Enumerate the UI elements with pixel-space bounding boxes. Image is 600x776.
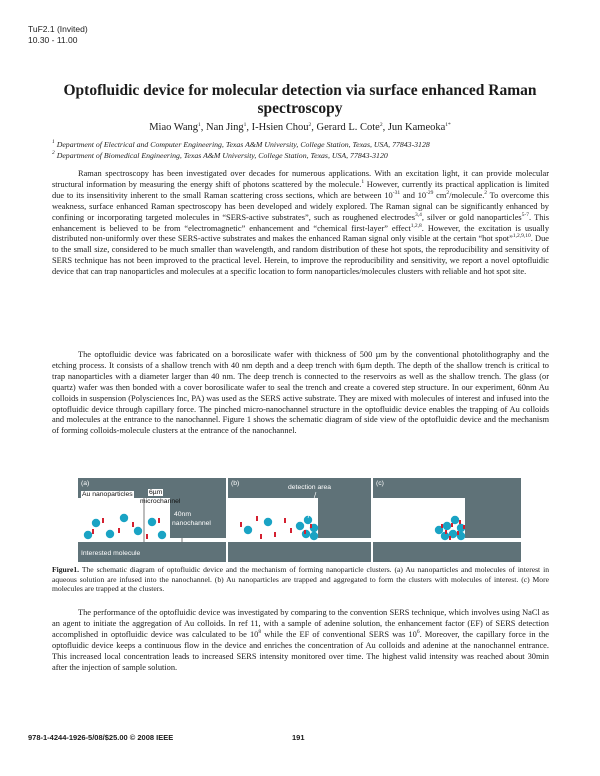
citation-superscript: 1,2,8	[410, 222, 422, 229]
paragraph-text: The optofluidic device was fabricated on a borosilicate wafer with thickness of 500 µm by the conventional photolithography and the etching process. It consists of a shallow trench with 40 nm depth and a deep trench with 6µm depth. The depth of the shallow trench is critical to trap nanoparticles with a diameter larger than 40 nm. The deep trench is connected to the reservoirs as well as the shallow trench. The glass (or quartz) wafer was then bonded with a cover borosilicate wafer to seal the trench and create a covered step structure. In our experiment, 60nm Au colloids in suspension (Polysciences Inc, PA) was used as the SERS active substrate. They are mixed with molecules of interest and infused into the optofluidic device through capillary force. The pinched micro-nanochannel structure in the optofluidic device enables the trapping of Au colloids and molecules at the entrance to the nanochannel. Figure 1 shows the schematic diagram of side view of the optofluidic device and the mechanism of forming colloids-molecule clusters at the entrance of the nanochannel.	[52, 350, 549, 436]
caption-label: Figure1.	[52, 565, 80, 574]
session-id: TuF2.1 (Invited)	[28, 24, 88, 34]
paragraph-1	[52, 169, 549, 278]
affiliations	[52, 140, 552, 161]
citation-superscript: 8	[258, 628, 262, 635]
nanochannel-wall	[318, 498, 371, 538]
au-nanoparticle-cluster	[244, 516, 318, 540]
isbn-footer: 978-1-4244-1926-5/08/$25.00 © 2008 IEEE	[28, 733, 174, 742]
citation-superscript: 1	[361, 178, 365, 185]
citation-superscript: -31	[392, 189, 401, 196]
citation-superscript: 3,4	[415, 211, 422, 218]
channel-bottom-wall	[373, 542, 521, 562]
label-nanochannel: nanochannel	[172, 520, 211, 527]
au-nanoparticles	[84, 514, 166, 539]
author-name: I-Hsien Chou	[251, 122, 309, 133]
session-header	[28, 24, 88, 46]
author-name: Jun Kameoka	[387, 122, 446, 133]
author-name: Nan Jing	[206, 122, 244, 133]
author-name: Gerard L. Cote	[316, 122, 380, 133]
affiliation-line: $^2$ Department of Biomedical Engineering, Texas A&M University, College Station, Texas, USA, 77843-3120	[52, 149, 388, 160]
paper-title: Optofluidic device for molecular detection via surface enhanced Raman spectroscopy	[63, 82, 537, 117]
label-au-nanoparticles: Au nanoparticles	[82, 491, 133, 498]
paragraph-text: Raman spectroscopy has been investigated over decades for numerous applications. With an excitation light, it can provide molecular structural information by measuring the energy shift of photons scattered by the molecule.$^1$ However, currently its practical application is limited due to its insensitivity inherent to the small Raman scattering cross sections, which are between $10^{-31}$ and $10^{-29}$ $cm^2/molecule.^2$ To overcome this weakness, surface enhanced Raman spectroscopy has been developed and widely explored. The Raman signal can be significantly enhanced by confining or incorporating targeted molecules in “SERS-active substrates”, such as roughened electrodes$^{3,4}$, silver or gold nanoparticles$^{5-7}$. This enhancement is believed to be from “electromagnetic” enhancement and “chemical first-layer” effect$^{1,2,8}$. However, the excitation is usually distributed non-uniformly over these SERS-active substrates and makes the enhanced Raman signal only visible at the certain “hot spot”$^{1,2,9,10}$. Due to the small size, considered to be much smaller than wavelength, and random distribution of these hot spots, the reproducibility and sensitivity of SERS technique has not been improved to the practical level. Herein, to improve the reproducibility and sensitivity, we report a novel optofluidic device that can trap nanoparticles and molecules at a specific location to form nanoparticles/molecules clusters with reliable and hot spot site.	[52, 169, 550, 277]
label-microchannel-depth: 6µm	[149, 489, 163, 496]
paragraph-3	[52, 608, 549, 673]
panel-label-a: (a)	[81, 480, 90, 487]
citation-superscript: 2	[484, 189, 488, 196]
author-name: Miao Wang	[149, 122, 199, 133]
author-list: Miao Wang$^1$, Nan Jing$^1$, I-Hsien Chou$^2$, Gerard L. Cote$^2$, Jun Kameoka$^{1*}$	[149, 122, 451, 133]
label-detection-area: detection area	[288, 484, 332, 491]
citation-superscript: -29	[426, 189, 434, 196]
caption-text: The schematic diagram of optofluidic device and the mechanism of forming nanoparticle clusters. (a) Au nanoparticles and molecules of interest in aqueous solution are infused into the nanochannel. (b) Au nanoparticles are trapped and aggregated to form the clusters with molecules of interest. (c) More molecules are trapped at the clusters.	[52, 565, 549, 594]
channel-bottom-wall	[228, 542, 371, 562]
panel-label-b: (b)	[231, 480, 240, 487]
figure-panel-c	[373, 478, 521, 562]
citation-superscript: 6	[416, 628, 420, 635]
author-affiliation-mark: 2	[308, 122, 312, 128]
page-number: 191	[292, 733, 305, 742]
nanochannel-wall	[465, 498, 521, 538]
figure-1	[78, 478, 521, 562]
author-affiliation-mark: 1*	[445, 122, 451, 128]
label-nanochannel-depth: 40nm	[174, 511, 192, 518]
channel-top-wall	[373, 478, 521, 498]
citation-superscript: 1,2,9,10	[512, 233, 531, 240]
figure-caption	[52, 565, 549, 594]
paragraph-2	[52, 350, 549, 437]
author-affiliation-mark: 1	[198, 122, 201, 128]
label-microchannel: microchannel	[140, 498, 181, 505]
citation-superscript: 5-7	[521, 211, 530, 218]
paragraph-text: The performance of the optofluidic device was investigated by comparing to the convention SERS technique, which involves using NaCl as an agent to initiate the aggregation of Au colloids. In ref 11, with a sample of adenine solution, the enhancement factor (EF) of SERS detection accomplished in optofluidic device was calculated to be $10^8$ while the EF of conventional SERS was $10^6$. Moreover, the capillary force in the optofluidic device keeps a continuous flow in the device and enriches the concentration of Au colloids and adenine at the nanochannel entrance. This increased local concentration leads to increased SERS intensity monitored over time. The highest valid intensity was reached about 30min after the injection of sample solution.	[52, 608, 549, 672]
session-time: 10.30 - 11.00	[28, 35, 78, 45]
author-affiliation-mark: 1	[243, 122, 247, 128]
panel-label-c: (c)	[376, 480, 384, 487]
affiliation-line: $^1$ Department of Electrical and Computer Engineering, Texas A&M University, College Station, Texas, USA, 77843-3128	[52, 139, 430, 149]
label-interested-molecule: Interested molecule	[81, 550, 141, 557]
citation-superscript: 2	[446, 189, 450, 196]
author-affiliation-mark: 2	[379, 122, 383, 128]
